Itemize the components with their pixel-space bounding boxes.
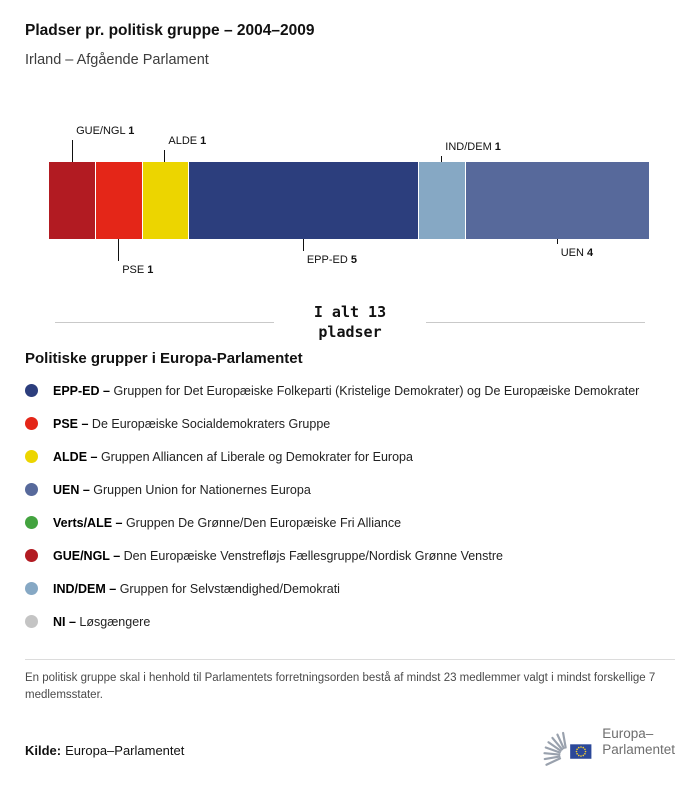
legend-item-epp-ed	[25, 382, 675, 400]
legend-item-pse	[25, 415, 675, 433]
logo-text-line-1: Europa–	[602, 726, 654, 742]
source	[25, 743, 184, 768]
rule-left	[55, 322, 274, 323]
hemicycle-icon	[538, 719, 596, 766]
segment-label-alde	[168, 135, 206, 147]
segment-label-value: 4	[586, 247, 594, 259]
segment-label-value: 1	[147, 264, 154, 276]
leader-line-epp-ed	[303, 239, 304, 251]
logo-text	[602, 726, 675, 757]
legend-item-gue-ngl	[25, 547, 675, 565]
total-line-1: I alt 13	[313, 303, 387, 321]
page-subtitle: Irland – Afgående Parlament	[25, 52, 209, 68]
leader-line-alde	[164, 150, 165, 162]
bar-segment-ind-dem	[419, 162, 465, 239]
legend-label: IND/DEM – Gruppen for Selvstændighed/Demokrati	[53, 582, 340, 596]
segment-label-name: UEN	[560, 247, 587, 259]
legend-dot-alde	[25, 450, 38, 463]
bar-segment-pse	[96, 162, 142, 239]
legend-label: EPP-ED – Gruppen for Det Europæiske Folkeparti (Kristelige Demokrater) og De Europæiske Demokrater	[53, 384, 640, 398]
legend-label: ALDE – Gruppen Alliancen af Liberale og Demokrater for Europa	[53, 450, 413, 464]
leader-line-gue-ngl	[72, 140, 73, 162]
legend-label: GUE/NGL – Den Europæiske Venstrefløjs Fællesgruppe/Nordisk Grønne Venstre	[53, 549, 503, 563]
callouts-bottom	[49, 239, 649, 279]
total-caption	[55, 303, 645, 342]
legend-item-alde	[25, 448, 675, 466]
legend-dot-verts-ale	[25, 516, 38, 529]
rule-right	[426, 322, 645, 323]
segment-label-value: 5	[350, 254, 357, 266]
legend-list	[25, 382, 675, 631]
segment-label-gue-ngl	[76, 125, 134, 137]
legend-dot-ni	[25, 615, 38, 628]
legend-label: NI – Løsgængere	[53, 615, 151, 629]
segment-label-pse	[122, 264, 153, 276]
page-title: Pladser pr. politisk gruppe – 2004–2009	[25, 22, 315, 39]
segment-label-epp-ed	[307, 254, 357, 266]
callouts-top	[49, 120, 649, 162]
legend-dot-uen	[25, 483, 38, 496]
legend-item-verts-ale	[25, 514, 675, 532]
legend-title: Politiske grupper i Europa-Parlamentet	[25, 350, 303, 367]
segment-label-name: EPP-ED	[306, 254, 351, 266]
legend-dot-gue-ngl	[25, 549, 38, 562]
leader-line-ind-dem	[441, 156, 442, 162]
segment-label-value: 1	[128, 125, 135, 137]
legend-dot-ind-dem	[25, 582, 38, 595]
segment-label-ind-dem	[445, 141, 501, 153]
legend-dot-epp-ed	[25, 384, 38, 397]
segment-label-uen	[561, 247, 593, 259]
source-value: Europa–Parlamentet	[65, 742, 185, 758]
europa-parlamentet-logo	[538, 719, 675, 768]
seats-chart	[49, 120, 649, 279]
footnote: En politisk gruppe skal i henhold til Parlamentets forretningsorden bestå af mindst 23 medlemmer valgt i mindst forskellige 7 medlemsstater.	[25, 672, 656, 702]
legend-label: PSE – De Europæiske Socialdemokraters Gruppe	[53, 417, 331, 431]
stacked-bar	[49, 162, 649, 239]
legend-item-ind-dem	[25, 580, 675, 598]
segment-label-name: GUE/NGL	[76, 125, 129, 137]
segment-label-value: 1	[200, 135, 207, 147]
total-line-2: pladser	[318, 322, 382, 341]
legend-item-uen	[25, 481, 675, 499]
bar-segment-uen	[466, 162, 649, 239]
eu-flag-icon	[570, 744, 591, 758]
segment-label-name: IND/DEM	[445, 141, 495, 153]
segment-label-name: PSE	[122, 264, 148, 276]
legend-label: UEN – Gruppen Union for Nationernes Europa	[53, 483, 311, 497]
leader-line-pse	[118, 239, 119, 261]
bar-segment-epp-ed	[189, 162, 418, 239]
bar-segment-gue-ngl	[49, 162, 95, 239]
segment-label-name: ALDE	[168, 135, 201, 147]
total-text	[274, 303, 426, 342]
legend-label: Verts/ALE – Gruppen De Grønne/Den Europæiske Fri Alliance	[53, 516, 402, 530]
source-label: Kilde:	[25, 742, 62, 758]
logo-text-line-2: Parlamentet	[602, 742, 675, 757]
bar-segment-alde	[143, 162, 189, 239]
legend-dot-pse	[25, 417, 38, 430]
legend-item-ni	[25, 613, 675, 631]
segment-label-value: 1	[494, 141, 501, 153]
leader-line-uen	[557, 239, 558, 244]
footer	[25, 719, 675, 768]
footnote-divider	[25, 659, 675, 660]
